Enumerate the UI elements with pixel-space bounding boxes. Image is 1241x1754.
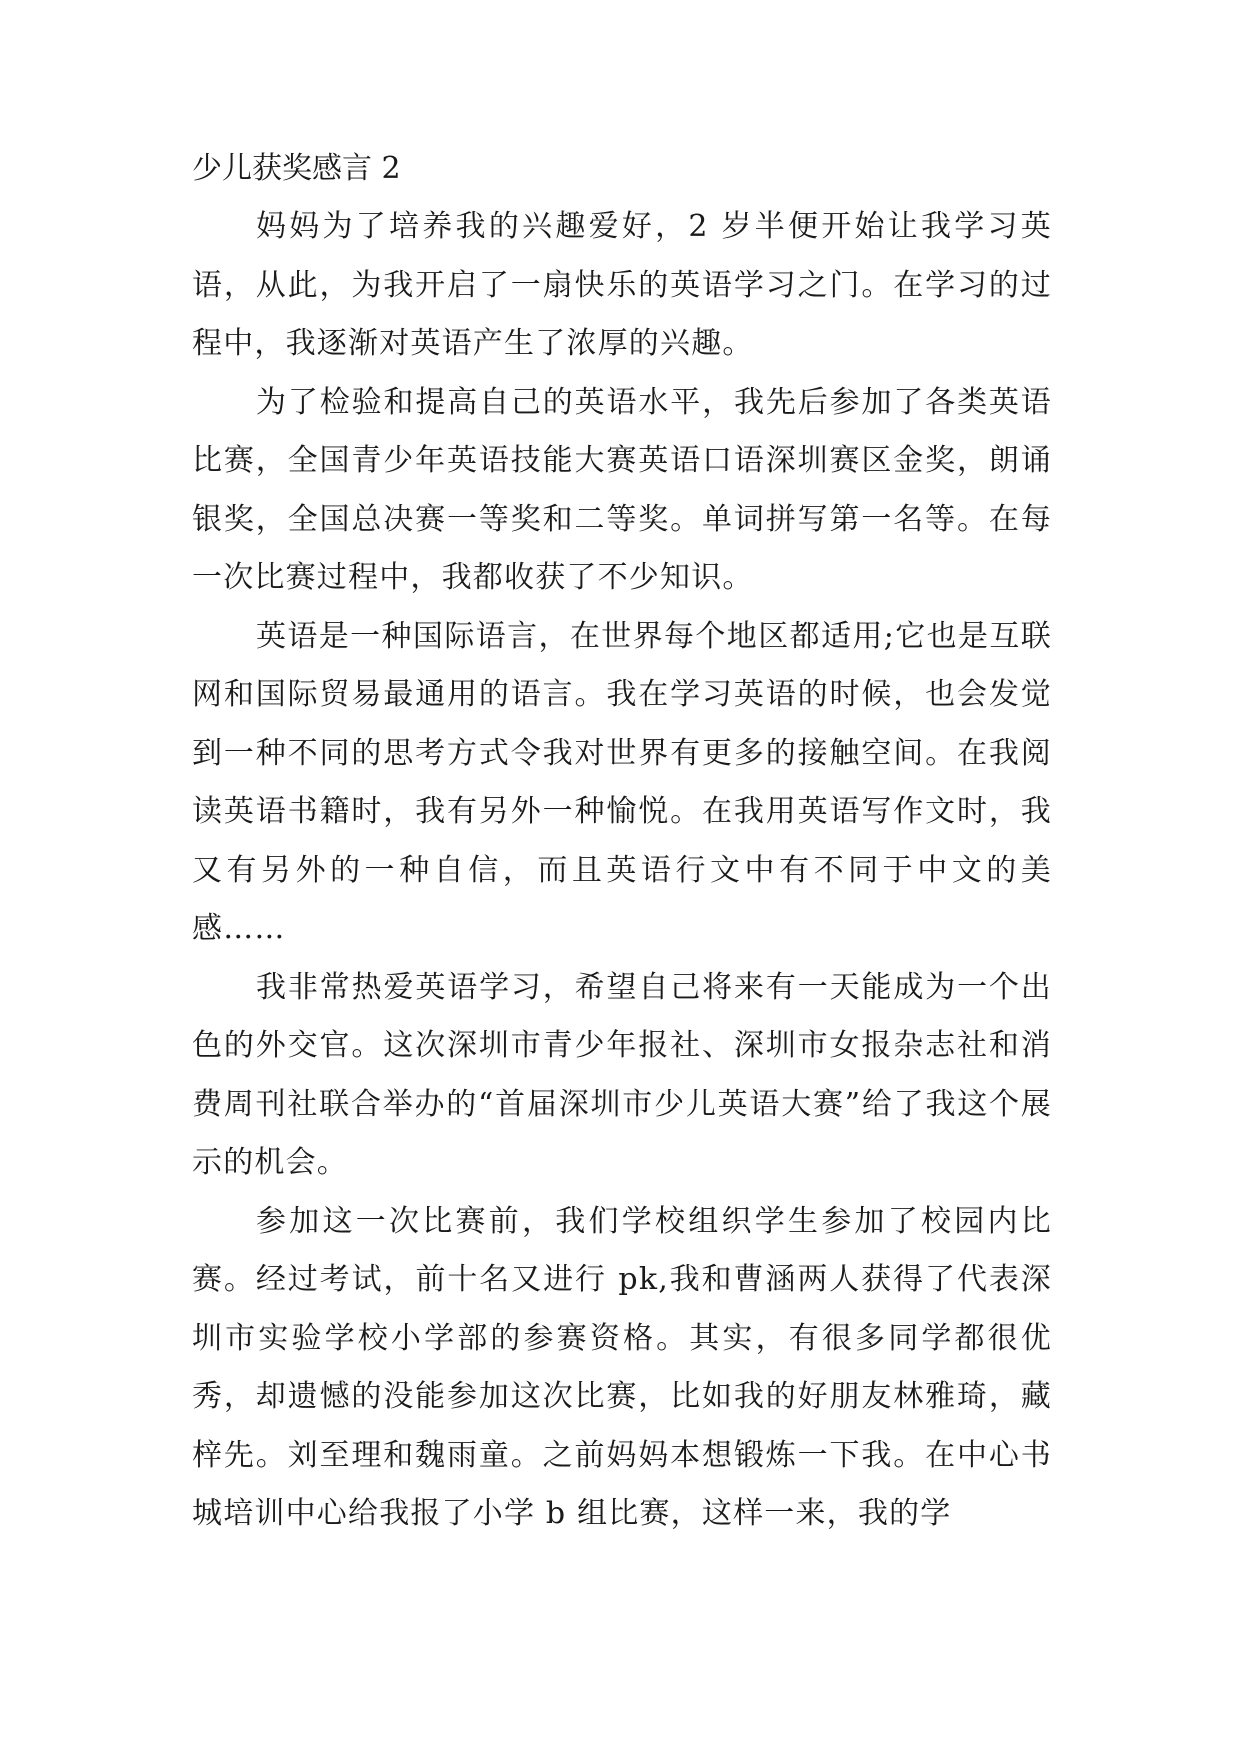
document-title: 少儿获奖感言 2 xyxy=(192,151,401,186)
document-page xyxy=(192,140,1052,1544)
paragraph-5: 参加这一次比赛前，我们学校组织学生参加了校园内比赛。经过考试，前十名又进行 pk,我和曹涵两人获得了代表深圳市实验学校小学部的参赛资格。其实，有很多同学都很优秀，却遗憾的没能参加这次比赛，比如我的好朋友林雅琦，藏梓先。刘至理和魏雨童。之前妈妈本想锻炼一下我。在中心书城培训中心给我报了小学 b 组比赛，这样一来，我的学 xyxy=(192,1203,1052,1531)
paragraph-2: 为了检验和提高自己的英语水平，我先后参加了各类英语比赛，全国青少年英语技能大赛英语口语深圳赛区金奖，朗诵银奖，全国总决赛一等奖和二等奖。单词拼写第一名等。在每一次比赛过程中，我都收获了不少知识。 xyxy=(192,384,1052,595)
paragraph-1: 妈妈为了培养我的兴趣爱好，2 岁半便开始让我学习英语，从此，为我开启了一扇快乐的英语学习之门。在学习的过程中，我逐渐对英语产生了浓厚的兴趣。 xyxy=(192,209,1052,361)
paragraph-4: 我非常热爱英语学习，希望自己将来有一天能成为一个出色的外交官。这次深圳市青少年报社、深圳市女报杂志社和消费周刊社联合举办的“首届深圳市少儿英语大赛”给了我这个展示的机会。 xyxy=(192,969,1052,1180)
paragraph-3: 英语是一种国际语言，在世界每个地区都适用;它也是互联网和国际贸易最通用的语言。我在学习英语的时候，也会发觉到一种不同的思考方式令我对世界有更多的接触空间。在我阅读英语书籍时，我有另外一种愉悦。在我用英语写作文时，我又有另外的一种自信，而且英语行文中有不同于中文的美感…… xyxy=(192,618,1052,946)
